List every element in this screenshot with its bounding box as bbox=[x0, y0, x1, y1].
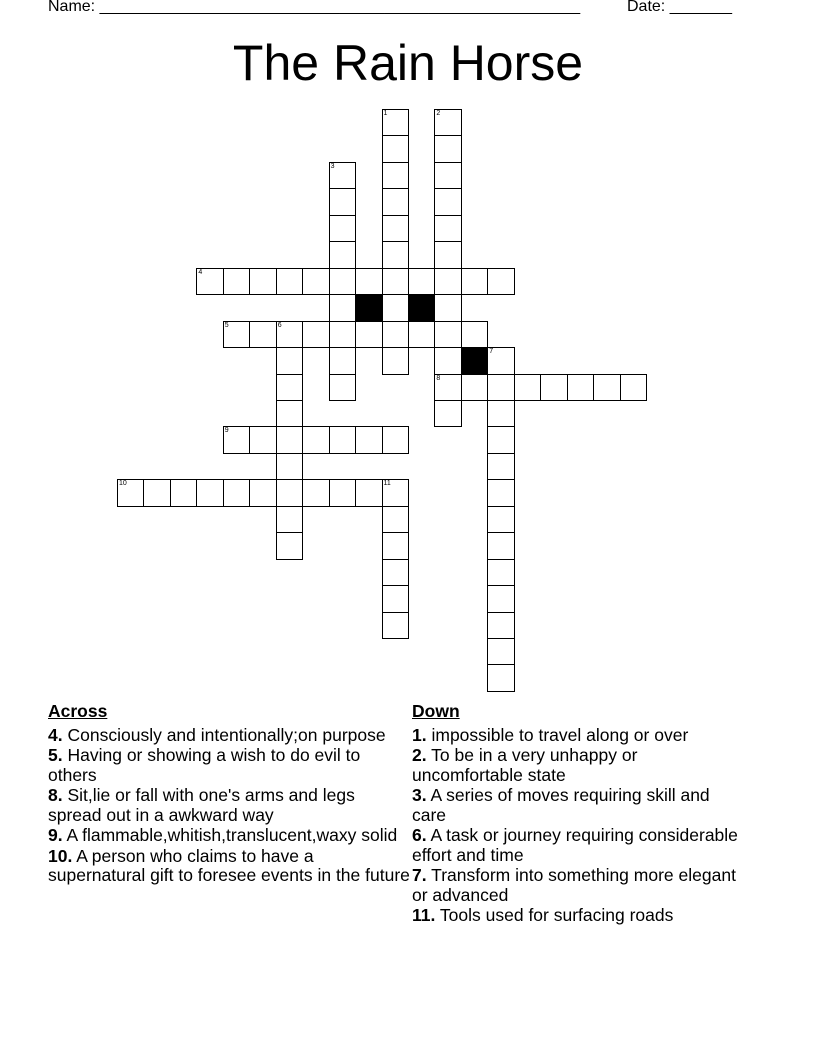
clue-number: 2. bbox=[412, 745, 427, 765]
black-cell bbox=[408, 294, 436, 322]
grid-cell[interactable] bbox=[434, 241, 462, 269]
grid-cell[interactable] bbox=[487, 347, 515, 375]
cell-number: 3 bbox=[330, 162, 335, 170]
grid-cell[interactable] bbox=[487, 374, 515, 402]
clue-text: Having or showing a wish to do evil to others bbox=[48, 745, 361, 785]
cell-number: 6 bbox=[277, 321, 282, 329]
across-heading: Across bbox=[48, 701, 108, 721]
grid-cell[interactable] bbox=[329, 215, 357, 243]
grid-cell[interactable] bbox=[461, 321, 489, 349]
date-field-label: Date: _______ bbox=[627, 0, 732, 15]
grid-cell[interactable] bbox=[276, 321, 304, 349]
grid-cell[interactable] bbox=[249, 268, 277, 296]
grid-cell[interactable] bbox=[382, 506, 410, 534]
clue-number: 1. bbox=[412, 724, 427, 745]
grid-cell[interactable] bbox=[329, 426, 357, 454]
grid-cell[interactable] bbox=[461, 268, 489, 296]
down-clues bbox=[412, 702, 742, 927]
grid-cell[interactable] bbox=[382, 532, 410, 560]
black-cell bbox=[355, 294, 383, 322]
grid-cell[interactable] bbox=[487, 506, 515, 534]
grid-cell[interactable] bbox=[567, 374, 595, 402]
grid-cell[interactable] bbox=[302, 426, 330, 454]
clue-across-4 bbox=[48, 726, 410, 746]
grid-cell[interactable] bbox=[514, 374, 542, 402]
cell-number: 8 bbox=[436, 374, 441, 382]
grid-cell[interactable] bbox=[382, 585, 410, 613]
grid-cell[interactable] bbox=[276, 453, 304, 481]
grid-cell[interactable] bbox=[434, 374, 462, 402]
grid-cell[interactable] bbox=[329, 321, 357, 349]
grid-cell[interactable] bbox=[329, 347, 357, 375]
grid-cell[interactable] bbox=[276, 426, 304, 454]
clue-number: 8. bbox=[48, 785, 63, 805]
clue-down-3 bbox=[412, 786, 742, 825]
grid-cell[interactable] bbox=[382, 347, 410, 375]
grid-cell[interactable] bbox=[249, 426, 277, 454]
grid-cell[interactable] bbox=[276, 532, 304, 560]
grid-cell[interactable] bbox=[434, 188, 462, 216]
cell-number: 4 bbox=[198, 268, 203, 276]
grid-cell[interactable] bbox=[382, 559, 410, 587]
grid-cell[interactable] bbox=[355, 426, 383, 454]
grid-cell[interactable] bbox=[434, 109, 462, 137]
cell-number: 9 bbox=[224, 427, 229, 435]
cell-number: 7 bbox=[489, 348, 494, 356]
grid-cell[interactable] bbox=[223, 268, 251, 296]
grid-cell[interactable] bbox=[434, 321, 462, 349]
clue-text: Sit,lie or fall with one's arms and legs spread out in a awkward way bbox=[48, 785, 355, 825]
grid-cell[interactable] bbox=[276, 506, 304, 534]
clue-number: 3. bbox=[412, 785, 427, 805]
cell-number: 1 bbox=[383, 110, 388, 117]
grid-cell[interactable] bbox=[487, 559, 515, 587]
grid-cell[interactable] bbox=[487, 532, 515, 560]
cell-number: 10 bbox=[119, 480, 127, 488]
clue-number: 7. bbox=[412, 865, 427, 885]
grid-cell[interactable] bbox=[487, 479, 515, 507]
grid-cell[interactable] bbox=[329, 294, 357, 322]
grid-cell[interactable] bbox=[382, 294, 410, 322]
grid-cell[interactable] bbox=[302, 268, 330, 296]
grid-cell[interactable] bbox=[434, 294, 462, 322]
clue-number: 11. bbox=[412, 905, 436, 925]
grid-cell[interactable] bbox=[382, 268, 410, 296]
grid-cell[interactable] bbox=[329, 162, 357, 190]
grid-cell[interactable] bbox=[487, 638, 515, 666]
grid-cell[interactable] bbox=[329, 241, 357, 269]
down-heading: Down bbox=[412, 701, 460, 721]
grid-cell[interactable] bbox=[249, 321, 277, 349]
clue-text: Transform into something more elegant or advanced bbox=[412, 865, 736, 905]
grid-cell[interactable] bbox=[382, 162, 410, 190]
grid-cell[interactable] bbox=[382, 241, 410, 269]
clue-text: A person who claims to have a supernatural gift to foresee events in the future bbox=[48, 845, 410, 885]
clue-text: A flammable,whitish,translucent,waxy solid bbox=[66, 825, 398, 845]
grid-cell[interactable] bbox=[170, 479, 198, 507]
clue-text: To be in a very unhappy or uncomfortable state bbox=[412, 745, 638, 785]
clue-text: A series of moves requiring skill and care bbox=[412, 785, 710, 825]
clue-across-5 bbox=[48, 746, 410, 785]
grid-cell[interactable] bbox=[382, 215, 410, 243]
clue-text: Consciously and intentionally;on purpose bbox=[67, 724, 386, 745]
grid-cell[interactable] bbox=[249, 479, 277, 507]
black-cell bbox=[461, 347, 489, 375]
grid-cell[interactable] bbox=[540, 374, 568, 402]
grid-cell[interactable] bbox=[382, 321, 410, 349]
grid-cell[interactable] bbox=[117, 479, 145, 507]
grid-cell[interactable] bbox=[382, 135, 410, 163]
grid-cell[interactable] bbox=[487, 426, 515, 454]
grid-cell[interactable] bbox=[302, 321, 330, 349]
grid-cell[interactable] bbox=[329, 374, 357, 402]
clue-across-10 bbox=[48, 847, 410, 886]
grid-cell[interactable] bbox=[329, 268, 357, 296]
grid-cell[interactable] bbox=[276, 268, 304, 296]
grid-cell[interactable] bbox=[434, 268, 462, 296]
clue-number: 4. bbox=[48, 724, 63, 745]
clue-down-11 bbox=[412, 906, 742, 926]
grid-cell[interactable] bbox=[223, 321, 251, 349]
grid-cell[interactable] bbox=[408, 321, 436, 349]
grid-cell[interactable] bbox=[382, 188, 410, 216]
grid-cell[interactable] bbox=[487, 585, 515, 613]
grid-cell[interactable] bbox=[487, 453, 515, 481]
grid-cell[interactable] bbox=[276, 400, 304, 428]
grid-cell[interactable] bbox=[196, 479, 224, 507]
clue-number: 10. bbox=[48, 845, 73, 866]
clue-number: 6. bbox=[412, 825, 427, 845]
clue-down-2 bbox=[412, 746, 742, 785]
grid-cell[interactable] bbox=[329, 188, 357, 216]
grid-cell[interactable] bbox=[461, 374, 489, 402]
grid-cell[interactable] bbox=[487, 612, 515, 640]
cell-number: 11 bbox=[383, 480, 391, 488]
clue-down-7 bbox=[412, 866, 742, 905]
grid-cell[interactable] bbox=[620, 374, 648, 402]
grid-cell[interactable] bbox=[382, 109, 410, 137]
grid-cell[interactable] bbox=[487, 268, 515, 296]
clue-down-1 bbox=[412, 726, 742, 746]
grid-cell[interactable] bbox=[434, 400, 462, 428]
grid-cell[interactable] bbox=[355, 268, 383, 296]
puzzle-title: The Rain Horse bbox=[232, 35, 584, 91]
grid-cell[interactable] bbox=[223, 479, 251, 507]
grid-cell[interactable] bbox=[382, 612, 410, 640]
clue-across-8 bbox=[48, 786, 410, 825]
clue-text: Tools used for surfacing roads bbox=[439, 905, 674, 925]
grid-cell[interactable] bbox=[434, 135, 462, 163]
grid-cell[interactable] bbox=[487, 400, 515, 428]
clue-text: A task or journey requiring considerable effort and time bbox=[412, 825, 738, 865]
grid-cell[interactable] bbox=[355, 321, 383, 349]
grid-cell[interactable] bbox=[434, 162, 462, 190]
clue-text: impossible to travel along or over bbox=[431, 724, 689, 745]
grid-cell[interactable] bbox=[355, 479, 383, 507]
grid-cell[interactable] bbox=[382, 426, 410, 454]
grid-cell[interactable] bbox=[408, 268, 436, 296]
grid-cell[interactable] bbox=[143, 479, 171, 507]
grid-cell[interactable] bbox=[382, 479, 410, 507]
grid-cell[interactable] bbox=[223, 426, 251, 454]
clue-number: 9. bbox=[48, 825, 63, 845]
clue-across-9 bbox=[48, 826, 410, 846]
name-field-label: Name: ______________________________________________________ bbox=[48, 0, 581, 15]
grid-cell[interactable] bbox=[276, 374, 304, 402]
clue-down-6 bbox=[412, 826, 742, 865]
grid-cell[interactable] bbox=[329, 479, 357, 507]
grid-cell[interactable] bbox=[276, 479, 304, 507]
cell-number: 2 bbox=[436, 110, 441, 117]
grid-cell[interactable] bbox=[196, 268, 224, 296]
grid-cell[interactable] bbox=[434, 347, 462, 375]
clue-number: 5. bbox=[48, 745, 63, 765]
grid-cell[interactable] bbox=[276, 347, 304, 375]
cell-number: 5 bbox=[224, 321, 229, 329]
grid-cell[interactable] bbox=[302, 479, 330, 507]
grid-cell[interactable] bbox=[487, 664, 515, 692]
across-clues bbox=[48, 702, 410, 887]
grid-cell[interactable] bbox=[434, 215, 462, 243]
grid-cell[interactable] bbox=[593, 374, 621, 402]
